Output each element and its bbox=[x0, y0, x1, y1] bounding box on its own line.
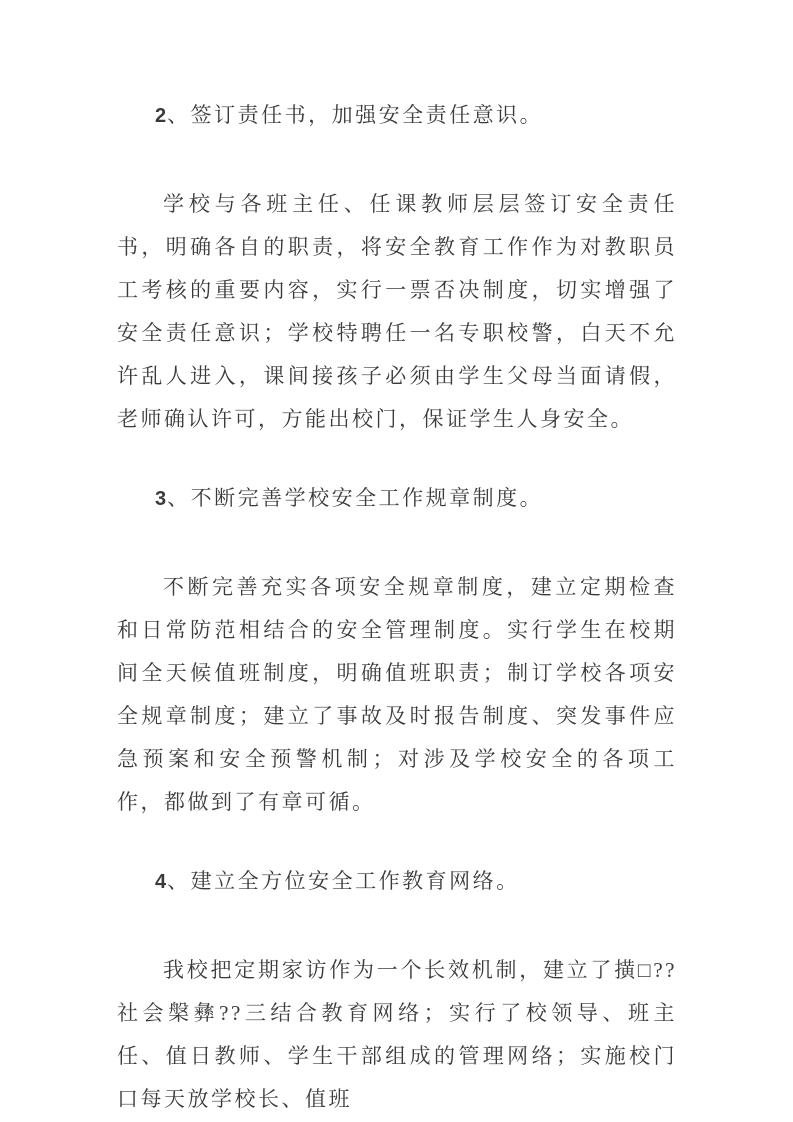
heading-number: 3 bbox=[155, 488, 168, 510]
heading-number: 4 bbox=[155, 871, 168, 893]
body-paragraph: 我校把定期家访作为一个长效机制，建立了撗□??社会槃彝??三结合教育网络；实行了校领导、班主任、值日教师、学生干部组成的管理网络；实施校门口每天放学校长、值班 bbox=[117, 958, 677, 1111]
section-heading bbox=[117, 860, 677, 904]
body-paragraph: 不断完善充实各项安全规章制度，建立定期检查和日常防范相结合的安全管理制度。实行学生在校期间全天候值班制度，明确值班职责；制订学校各项安全规章制度；建立了事故及时报告制度、突发事件应急预案和安全预警机制；对涉及学校安全的各项工作，都做到了有章可循。 bbox=[117, 575, 677, 814]
heading-text: 、建立全方位安全工作教育网络。 bbox=[167, 869, 520, 893]
heading-text: 、不断完善学校安全工作规章制度。 bbox=[167, 486, 544, 510]
heading-text: 、签订责任书，加强安全责任意识。 bbox=[167, 103, 544, 127]
body-paragraph: 学校与各班主任、任课教师层层签订安全责任书，明确各自的职责，将安全教育工作作为对教职员工考核的重要内容，实行一票否决制度，切实增强了安全责任意识；学校特聘任一名专职校警，白天不允许乱人进入，课间接孩子必须由学生父母当面请假，老师确认许可，方能出校门，保证学生人身安全。 bbox=[117, 192, 677, 431]
section-heading bbox=[117, 94, 677, 138]
heading-number: 2 bbox=[155, 105, 168, 127]
section-heading bbox=[117, 477, 677, 521]
